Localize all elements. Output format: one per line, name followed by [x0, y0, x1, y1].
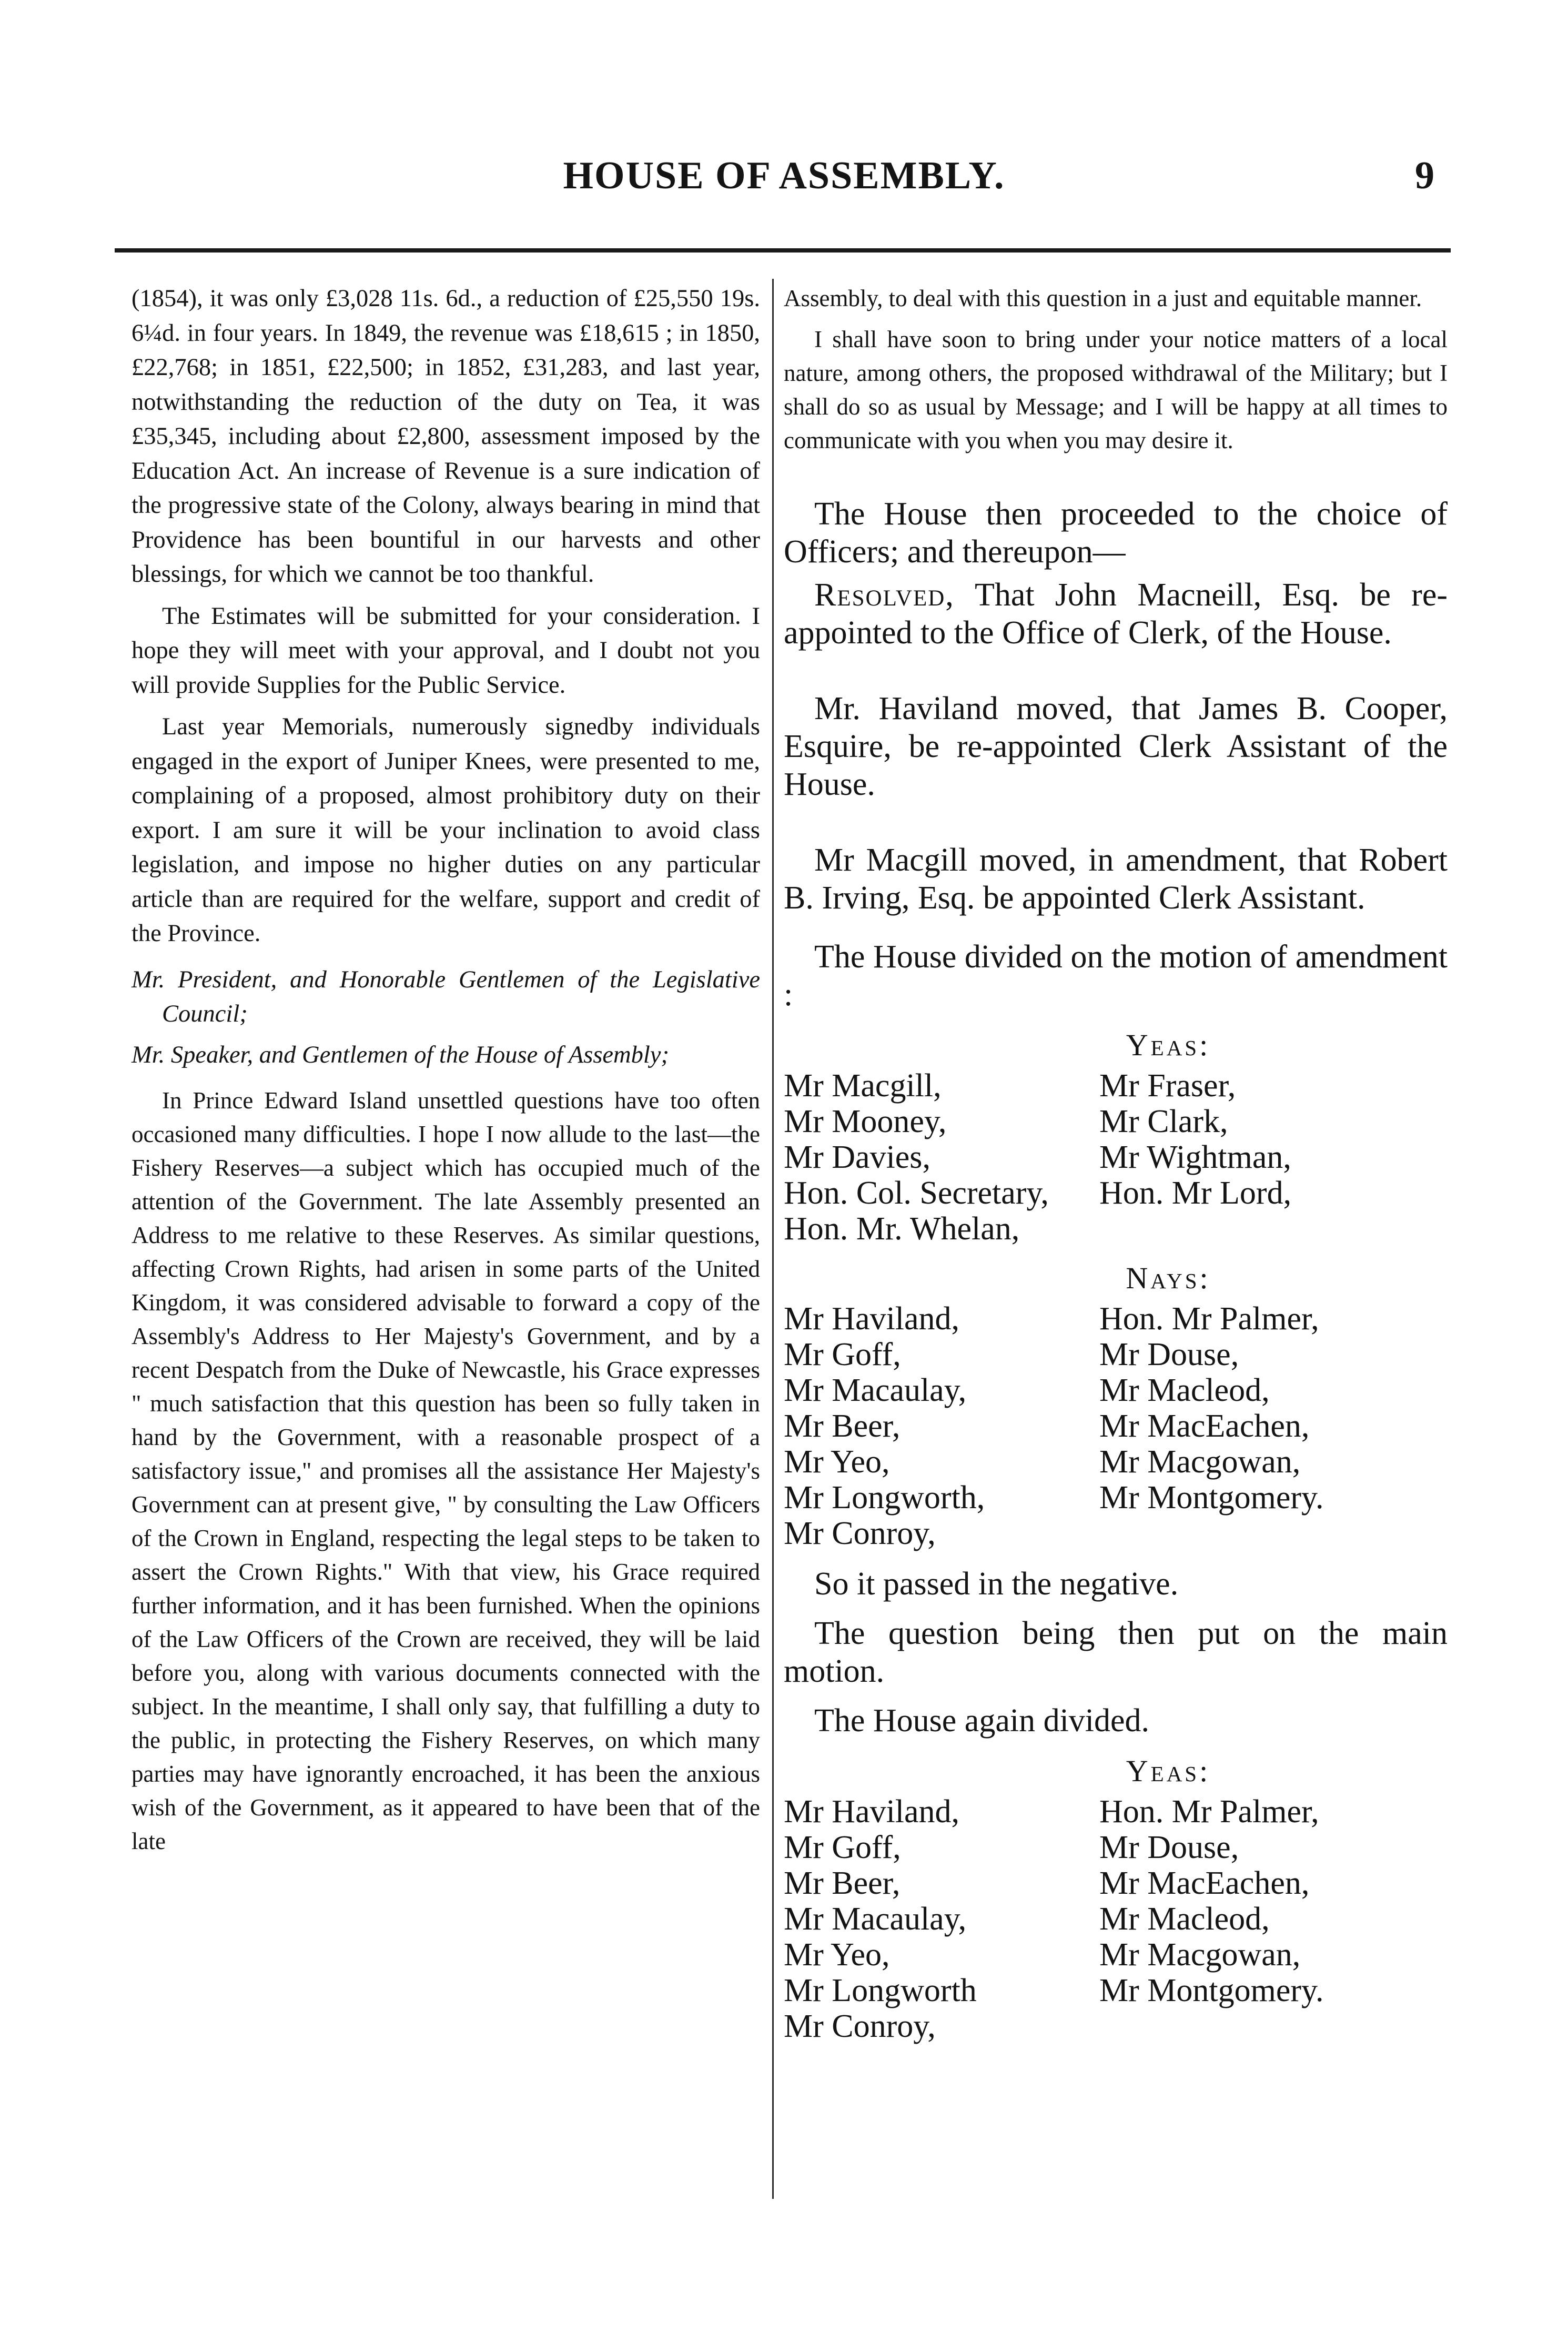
- paragraph-again-divided: The House again divided.: [814, 1703, 1150, 1739]
- right-column: [784, 281, 1448, 2044]
- paragraph-macgill-amendment: Mr Macgill moved, in amendment, that Robert B. Irving, Esq. be appointed Clerk Assistant.: [784, 842, 1448, 916]
- vote-name: Hon. Mr Lord,: [1099, 1175, 1292, 1211]
- paragraph-fishery-reserves: In Prince Edward Island unsettled questions have too often occasioned many difficulties. I hope I now allude to the last—the Fishery Reserves—a subject which has occupied much of the attention of the Government. The late Assembly presented an Address to me relative to these Reserves. As similar questions, affecting Crown Rights, had arisen in some parts of the United Kingdom, it was considered advisable to forward a copy of the Assembly's Address to Her Majesty's Government, and by a recent Despatch from the Duke of Newcastle, his Grace expresses " much satisfaction that this question has been so fully taken in hand by the Government, with a reasonable prospect of a satisfactory issue," and promises all the assistance Her Majesty's Government can at present give, " by consulting the Law Officers of the Crown in England, respecting the legal steps to be taken to assert the Crown Rights." With that view, his Grace required further information, and it has been furnished. When the opinions of the Law Officers of the Crown are received, they will be laid before you, along with various documents connected with the subject. In the meantime, I shall only say, that fulfilling a duty to the public, in protecting the Fishery Reserves, on which many parties may have ignorantly encroached, it has been the anxious wish of the Government, as it appeared to have been that of the late: [131, 1087, 760, 1854]
- column-divider: [772, 279, 774, 2199]
- vote-name: Mr Beer,: [784, 1408, 901, 1444]
- vote-name: Mr Davies,: [784, 1139, 930, 1175]
- vote-name: Mr Macgowan,: [1099, 1444, 1301, 1480]
- vote-name: Mr Goff,: [784, 1337, 901, 1372]
- vote-name: Mr Wightman,: [1099, 1139, 1291, 1175]
- vote-name: Mr Macleod,: [1099, 1372, 1270, 1408]
- yeas-list-main: [784, 1794, 1448, 2044]
- vote-name: Hon. Mr. Whelan,: [784, 1211, 1020, 1247]
- nays-heading: Nays:: [1126, 1261, 1211, 1295]
- vote-name: Mr Montgomery.: [1099, 1973, 1324, 2008]
- vote-name: Mr Mooney,: [784, 1104, 947, 1139]
- vote-name: Mr Clark,: [1099, 1104, 1228, 1139]
- vote-name: Mr Douse,: [1099, 1830, 1239, 1865]
- paragraph-juniper-knees: Last year Memorials, numerously signedby individuals engaged in the export of Juniper Knees, were presented to me, complaining of a proposed, almost prohibitory duty on their export. I am sure it will be your inclination to avoid class legislation, and impose no higher duties on any particular article than are required for the welfare, support and credit of the Province.: [131, 713, 760, 947]
- vote-name: Mr Longworth,: [784, 1480, 985, 1516]
- vote-name: Hon. Col. Secretary,: [784, 1175, 1049, 1211]
- vote-name: Mr Goff,: [784, 1830, 901, 1865]
- paragraph-house-divided: The House divided on the motion of amendment :: [784, 939, 1448, 1013]
- vote-name: Hon. Mr Palmer,: [1099, 1794, 1319, 1830]
- paragraph-main-motion: The question being then put on the main motion.: [784, 1615, 1448, 1689]
- paragraph-choice-of-officers: The House then proceeded to the choice of Officers; and thereupon—: [784, 496, 1448, 570]
- vote-name: Mr Yeo,: [784, 1444, 890, 1480]
- vote-name: Mr Conroy,: [784, 1516, 936, 1551]
- address-legislative-council: Mr. President, and Honorable Gentlemen of the Legislative Council;: [131, 966, 760, 1027]
- vote-name: Mr Haviland,: [784, 1794, 960, 1830]
- address-house-of-assembly: Mr. Speaker, and Gentlemen of the House of Assembly;: [131, 1041, 669, 1068]
- vote-name: Mr Macaulay,: [784, 1901, 967, 1937]
- vote-name: Mr Longworth: [784, 1973, 977, 2008]
- vote-name: Mr Macleod,: [1099, 1901, 1270, 1937]
- paragraph-haviland-motion: Mr. Haviland moved, that James B. Cooper, Esquire, be re-appointed Clerk Assistant of the House.: [784, 691, 1448, 802]
- vote-name: Mr Macgill,: [784, 1068, 942, 1104]
- vote-name: Mr Macaulay,: [784, 1372, 967, 1408]
- vote-name: Mr MacEachen,: [1099, 1865, 1310, 1901]
- paragraph-resolved-clerk: [784, 576, 1448, 652]
- vote-name: Hon. Mr Palmer,: [1099, 1301, 1319, 1337]
- paragraph-local-matters: I shall have soon to bring under your notice matters of a local nature, among others, the proposed withdrawal of the Military; but I shall do so as usual by Message; and I will be happy at all times to communicate with you when you may desire it.: [784, 326, 1448, 453]
- running-header: [0, 154, 1568, 217]
- page-number: 9: [1415, 154, 1434, 197]
- vote-name: Mr Conroy,: [784, 2008, 936, 2044]
- resolved-lead: Resolved,: [814, 577, 955, 613]
- vote-name: Mr Macgowan,: [1099, 1937, 1301, 1973]
- header-rule: [115, 248, 1451, 253]
- vote-name: Mr Douse,: [1099, 1337, 1239, 1372]
- yeas-list-amendment: [784, 1068, 1448, 1247]
- paragraph-assembly-continued: Assembly, to deal with this question in a just and equitable manner.: [784, 285, 1422, 311]
- nays-list-amendment: [784, 1301, 1448, 1551]
- yeas-heading: Yeas:: [1126, 1028, 1211, 1062]
- left-column: [131, 281, 760, 1858]
- vote-name: Mr Montgomery.: [1099, 1480, 1324, 1516]
- vote-name: Mr Fraser,: [1099, 1068, 1236, 1104]
- vote-name: Mr Beer,: [784, 1865, 901, 1901]
- paragraph-estimates: The Estimates will be submitted for your consideration. I hope they will meet with your approval, and I doubt not you will provide Supplies for the Public Service.: [131, 602, 760, 699]
- paragraph-revenue: (1854), it was only £3,028 11s. 6d., a reduction of £25,550 19s. 6¼d. in four years. In 1849, the revenue was £18,615 ; in 1850, £22,768; in 1851, £22,500; in 1852, £31,283, and last year, notwithstanding the reduction of the duty on Tea, it was £35,345, including about £2,800, assessment imposed by the Education Act. An increase of Revenue is a sure indication of the progressive state of the Colony, always bearing in mind that Providence has been bountiful in our harvests and other blessings, for which we cannot be too thankful.: [131, 285, 760, 588]
- vote-name: Mr MacEachen,: [1099, 1408, 1310, 1444]
- vote-name: Mr Yeo,: [784, 1937, 890, 1973]
- page-title: HOUSE OF ASSEMBLY.: [563, 154, 1005, 197]
- vote-name: Mr Haviland,: [784, 1301, 960, 1337]
- resolved-text: That John Macneill, Esq. be re-appointed to the Office of Clerk, of the House.: [784, 577, 1448, 651]
- yeas-heading-main: Yeas:: [1126, 1754, 1211, 1788]
- paragraph-negative: So it passed in the negative.: [814, 1566, 1179, 1602]
